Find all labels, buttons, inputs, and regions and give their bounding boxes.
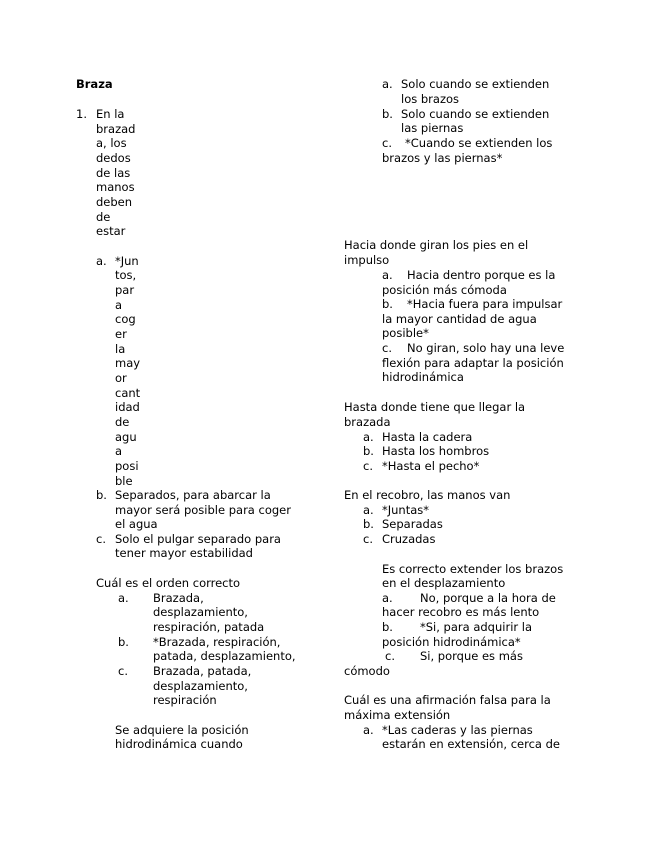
question-7-stem: Es correcto extender los brazos — [382, 562, 564, 576]
option-b-text: Separadas — [382, 517, 443, 531]
option-a-line: Hacia dentro porque es la — [407, 268, 556, 282]
option-b-line: el agua — [115, 517, 158, 531]
question-7-stem: en el desplazamiento — [382, 576, 506, 590]
option-marker: c. — [382, 341, 392, 355]
question-8-stem: máxima extensión — [344, 708, 451, 722]
option-b-text: Hasta los hombros — [382, 444, 490, 458]
question-1-line: brazad — [96, 122, 136, 136]
question-1-line: de — [96, 210, 111, 224]
question-5-stem: brazada — [344, 415, 391, 429]
option-b-line: *Brazada, respiración, — [153, 635, 281, 649]
option-a-line: er — [115, 327, 127, 341]
option-a-line: a — [115, 444, 123, 458]
option-a-line: tos, — [115, 268, 137, 282]
option-b-line: la mayor cantidad de agua — [382, 312, 537, 326]
option-a-line: desplazamiento, — [153, 605, 248, 619]
option-a-line: estarán en extensión, cerca de — [382, 737, 561, 751]
option-a-line: hacer recobro es más lento — [382, 605, 540, 619]
option-a-line: Brazada, — [153, 591, 204, 605]
option-marker: b. — [118, 635, 129, 649]
question-1-line: de las — [96, 166, 131, 180]
option-a-line: la — [115, 342, 126, 356]
option-c-line: Brazada, patada, — [153, 664, 252, 678]
option-marker: a. — [118, 591, 129, 605]
option-a-line: may — [115, 356, 141, 370]
option-marker: a. — [363, 430, 374, 444]
option-marker: c. — [385, 649, 395, 663]
heading: Braza — [76, 77, 113, 91]
option-marker: c. — [96, 532, 106, 546]
option-marker: a. — [363, 723, 374, 737]
option-a-line: posi — [115, 459, 139, 473]
question-1-line: a, los — [96, 136, 127, 150]
option-c-line: respiración — [153, 693, 217, 707]
option-a-line: Solo cuando se extienden — [401, 77, 550, 91]
option-c-line: tener mayor estabilidad — [115, 546, 253, 560]
option-c-line: hidrodinámica — [382, 370, 464, 384]
option-b-line: las piernas — [401, 121, 464, 135]
option-marker: c. — [118, 664, 128, 678]
option-marker: b. — [382, 620, 393, 634]
question-6-stem: En el recobro, las manos van — [344, 488, 511, 502]
option-c-line: Solo el pulgar separado para — [115, 532, 281, 546]
option-a-line: par — [115, 283, 135, 297]
option-b-line: posible* — [382, 326, 429, 340]
option-marker: a. — [382, 591, 393, 605]
question-4-stem: impulso — [344, 253, 390, 267]
option-b-line: patada, desplazamiento, — [153, 649, 296, 663]
option-b-line: *Si, para adquirir la — [420, 620, 533, 634]
option-c-line: Si, porque es más — [420, 649, 523, 663]
option-a-line: agu — [115, 430, 137, 444]
option-a-line: *Jun — [115, 254, 139, 268]
option-a-line: cog — [115, 312, 136, 326]
option-marker: a. — [382, 268, 393, 282]
question-number: 1. — [76, 107, 87, 121]
option-b-line: *Hacia fuera para impulsar — [407, 297, 563, 311]
option-c-text: Cruzadas — [382, 532, 436, 546]
question-4-stem: Hacia donde giran los pies en el — [344, 238, 529, 252]
option-a-line: posición más cómoda — [382, 283, 507, 297]
question-8-stem: Cuál es una afirmación falsa para la — [344, 693, 551, 707]
option-a-line: or — [115, 371, 127, 385]
question-3-stem: Se adquiere la posición — [115, 723, 249, 737]
option-c-text: *Hasta el pecho* — [382, 459, 480, 473]
option-b-line: mayor será posible para coger — [115, 503, 291, 517]
option-marker: c. — [363, 459, 373, 473]
option-b-line: Solo cuando se extienden — [401, 107, 550, 121]
option-marker: a. — [363, 503, 374, 517]
option-c-line: cómodo — [344, 664, 390, 678]
option-c-line: flexión para adaptar la posición — [382, 356, 564, 370]
option-marker: b. — [363, 444, 374, 458]
option-a-line: *Las caderas y las piernas — [382, 723, 533, 737]
option-marker: c. — [382, 136, 392, 150]
option-a-text: Hasta la cadera — [382, 430, 473, 444]
option-b-line: Separados, para abarcar la — [115, 488, 271, 502]
option-marker: b. — [382, 297, 393, 311]
option-a-line: a — [115, 298, 123, 312]
option-marker: c. — [363, 532, 373, 546]
option-marker: b. — [96, 488, 107, 502]
question-1-line: dedos — [96, 151, 131, 165]
option-c-line: *Cuando se extienden los — [405, 136, 553, 150]
option-a-line: de — [115, 415, 130, 429]
option-a-text: *Juntas* — [382, 503, 430, 517]
question-1-line: deben — [96, 195, 133, 209]
question-2-stem: Cuál es el orden correcto — [96, 576, 241, 590]
option-marker: a. — [96, 254, 107, 268]
question-1-line: manos — [96, 180, 135, 194]
question-3-stem: hidrodinámica cuando — [115, 737, 243, 751]
option-a-line: cant — [115, 386, 141, 400]
option-c-line: No giran, solo hay una leve — [407, 341, 565, 355]
option-c-line: brazos y las piernas* — [382, 151, 503, 165]
option-a-line: respiración, patada — [153, 620, 265, 634]
question-1-line: En la — [96, 107, 125, 121]
question-5-stem: Hasta donde tiene que llegar la — [344, 400, 526, 414]
option-marker: a. — [382, 77, 393, 91]
option-a-line: los brazos — [401, 92, 460, 106]
option-a-line: No, porque a la hora de — [420, 591, 556, 605]
option-c-line: desplazamiento, — [153, 679, 248, 693]
option-a-line: ble — [115, 474, 133, 488]
option-b-line: posición hidrodinámica* — [382, 635, 521, 649]
option-a-line: idad — [115, 400, 140, 414]
option-marker: b. — [382, 107, 393, 121]
option-marker: b. — [363, 517, 374, 531]
question-1-line: estar — [96, 224, 126, 238]
